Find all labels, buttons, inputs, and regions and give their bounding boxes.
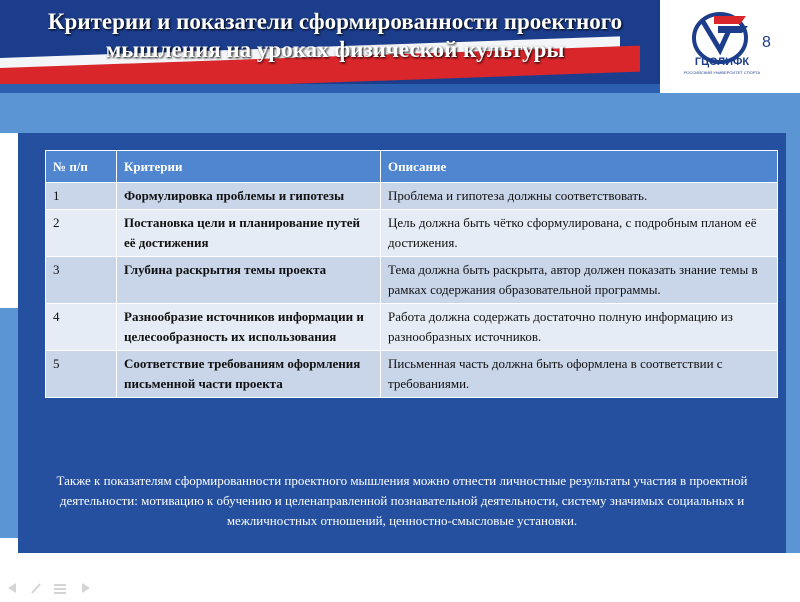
background-left-band	[0, 308, 18, 538]
slide-navigation	[6, 580, 96, 596]
header-criterion: Критерии	[117, 151, 381, 183]
background-band	[0, 93, 800, 133]
row-num: 5	[46, 351, 117, 398]
row-description: Тема должна быть раскрыта, автор должен показать знание темы в рамках содержания образовательной программы.	[381, 257, 778, 304]
header-description: Описание	[381, 151, 778, 183]
pen-icon[interactable]	[32, 584, 40, 593]
row-criterion: Формулировка проблемы и гипотезы	[117, 183, 381, 210]
row-criterion: Глубина раскрытия темы проекта	[117, 257, 381, 304]
row-criterion: Постановка цели и планирование путей её достижения	[117, 210, 381, 257]
row-num: 4	[46, 304, 117, 351]
arrow-right-icon[interactable]	[82, 583, 90, 593]
table-row	[46, 304, 778, 351]
row-num: 3	[46, 257, 117, 304]
background-right-band	[786, 133, 800, 553]
row-num: 2	[46, 210, 117, 257]
row-description: Цель должна быть чётко сформулирована, с подробным планом её достижения.	[381, 210, 778, 257]
row-num: 1	[46, 183, 117, 210]
logo-text: ГЦОЛИФК	[694, 56, 750, 68]
header-num: № п/п	[46, 151, 117, 183]
background-left-white	[0, 133, 18, 308]
table-row	[46, 351, 778, 398]
row-description: Работа должна содержать достаточно полную информацию из разнообразных источников.	[381, 304, 778, 351]
row-criterion: Разнообразие источников информации и целесообразность их использования	[117, 304, 381, 351]
menu-icon[interactable]	[54, 584, 66, 594]
table-row	[46, 257, 778, 304]
row-description: Письменная часть должна быть оформлена в соответствии с требованиями.	[381, 351, 778, 398]
table-row	[46, 210, 778, 257]
table-header-row	[46, 151, 778, 183]
slide-title: Критерии и показатели сформированности проектного мышления на уроках физической культуры	[47, 9, 623, 62]
row-description: Проблема и гипотеза должны соответствовать.	[381, 183, 778, 210]
table-row	[46, 183, 778, 210]
footer-paragraph: Также к показателям сформированности проектного мышления можно отнести личностные результаты участия в проектной деятельности: мотивацию к обучению и целенаправленной познавательной деятельности, систему значимых социальных и межличностных отношений, ценностно-смысловые установки.	[56, 473, 748, 528]
row-criterion: Соответствие требованиям оформления письменной части проекта	[117, 351, 381, 398]
logo-subtitle: РОССИЙСКИЙ УНИВЕРСИТЕТ СПОРТА	[683, 70, 761, 75]
slide-number: 8	[762, 34, 771, 51]
criteria-table	[45, 150, 778, 398]
arrow-left-icon[interactable]	[8, 583, 16, 593]
